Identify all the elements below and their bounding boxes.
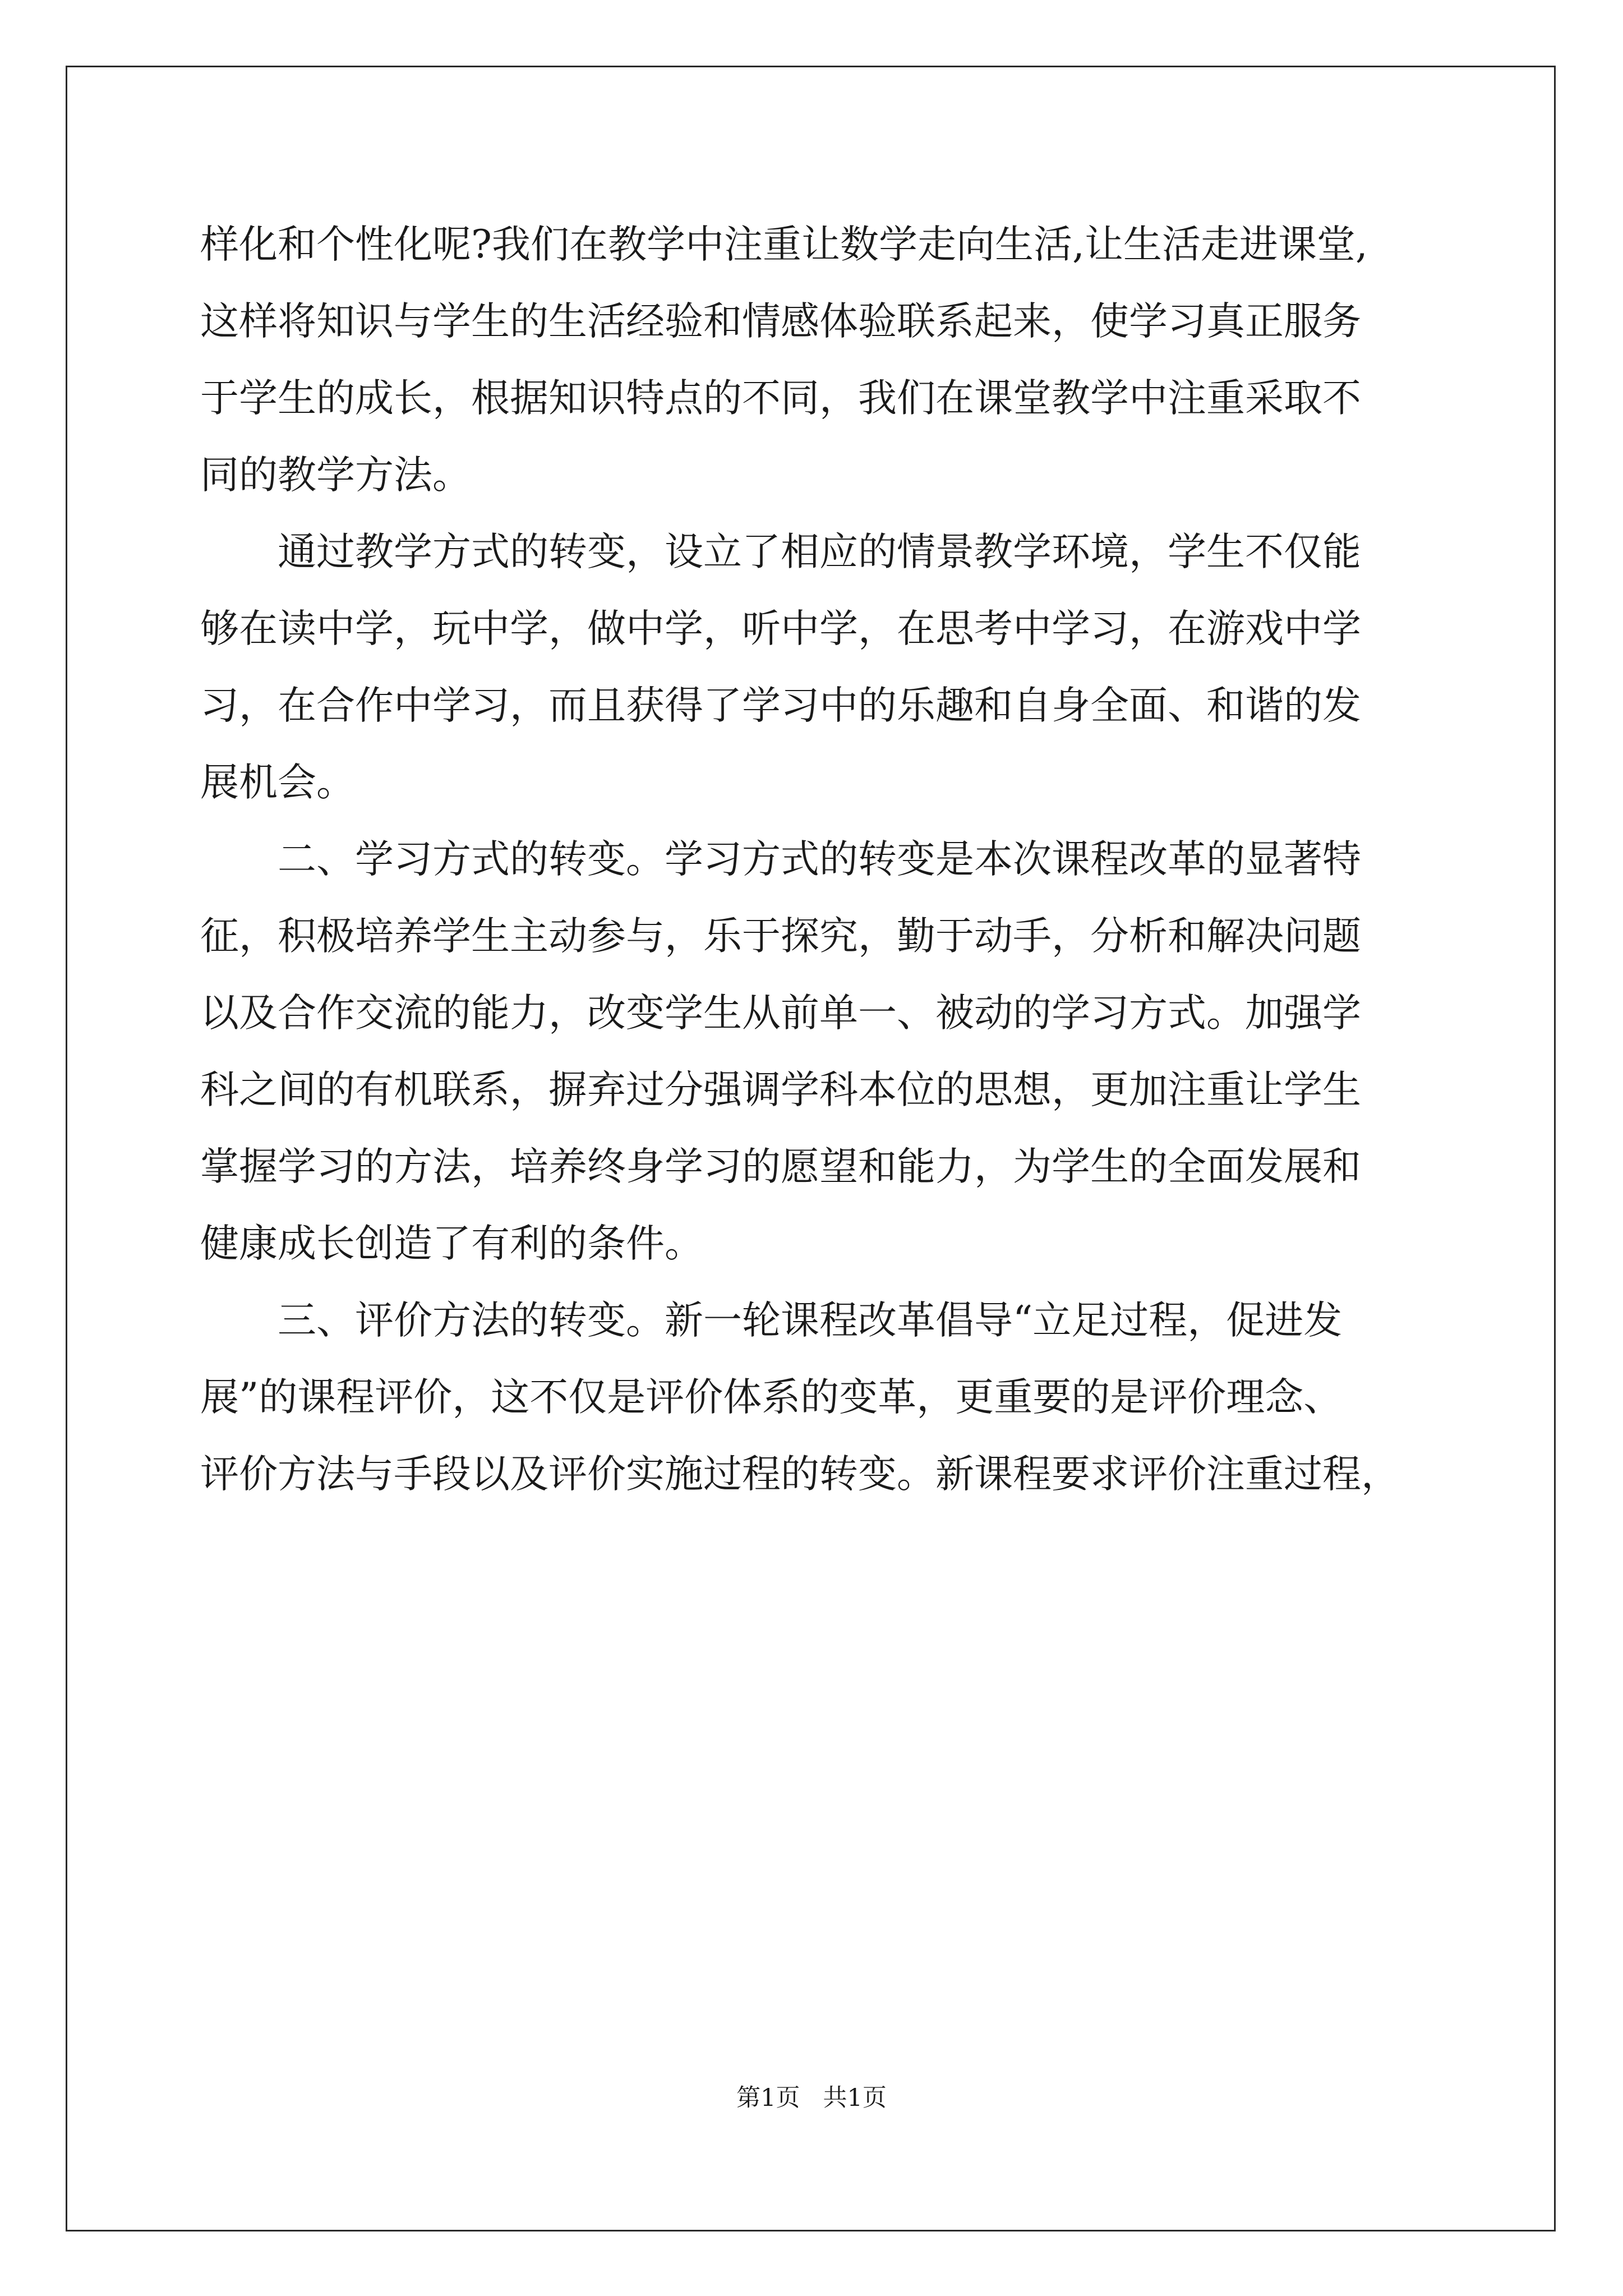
text-line: 掌握学习的方法，培养终身学习的愿望和能力，为学生的全面发展和 bbox=[200, 1144, 1361, 1189]
text-line: 这样将知识与学生的生活经验和情感体验联系起来，使学习真正服务 bbox=[200, 299, 1361, 344]
text-line: 科之间的有机联系，摒弃过分强调学科本位的思想，更加注重让学生 bbox=[200, 1068, 1361, 1112]
text-line: 于学生的成长，根据知识特点的不同，我们在课堂教学中注重采取不 bbox=[200, 376, 1361, 421]
text-line: 展机会。 bbox=[200, 760, 355, 805]
page-number-footer: 第1页 共1页 bbox=[736, 2084, 887, 2112]
text-line: 样化和个性化呢?我们在教学中注重让数学走向生活,让生活走进课堂, bbox=[200, 222, 1368, 267]
text-line: 习，在合作中学习，而且获得了学习中的乐趣和自身全面、和谐的发 bbox=[200, 683, 1361, 728]
text-line: 够在读中学，玩中学，做中学，听中学，在思考中学习，在游戏中学 bbox=[200, 606, 1361, 651]
text-line: 二、学习方式的转变。学习方式的转变是本次课程改革的显著特 bbox=[200, 837, 1361, 882]
text-line: 以及合作交流的能力，改变学生从前单一、被动的学习方式。加强学 bbox=[200, 991, 1361, 1036]
text-line: 同的教学方法。 bbox=[200, 453, 471, 498]
text-line: 评价方法与手段以及评价实施过程的转变。新课程要求评价注重过程， bbox=[200, 1452, 1400, 1497]
text-line: 健康成长创造了有利的条件。 bbox=[200, 1221, 703, 1266]
text-line: 三、评价方法的转变。新一轮课程改革倡导“立足过程，促进发 bbox=[200, 1298, 1343, 1343]
text-line: 展”的课程评价，这不仅是评价体系的变革，更重要的是评价理念、 bbox=[200, 1375, 1343, 1420]
text-line: 征，积极培养学生主动参与，乐于探究，勤于动手，分析和解决问题 bbox=[200, 914, 1361, 959]
document-body bbox=[200, 206, 1451, 1513]
text-line: 通过教学方式的转变，设立了相应的情景教学环境，学生不仅能 bbox=[200, 530, 1361, 574]
